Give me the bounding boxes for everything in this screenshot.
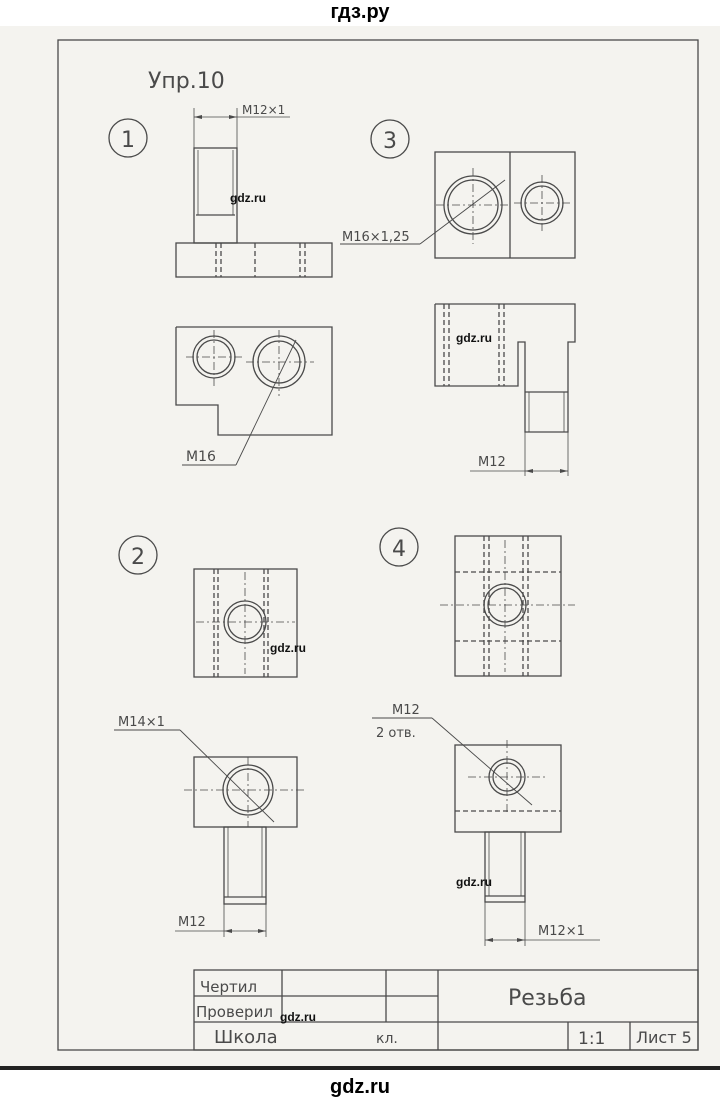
watermark: gdz.ru [456,331,492,345]
label-m12-part3: M12 [478,455,506,470]
part3-top-view [340,152,575,258]
part-number-2 [119,536,157,574]
exercise-title: Упр.10 [148,69,225,94]
technical-drawing [0,26,720,1070]
label-m14x1-part2: M14×1 [118,715,165,730]
svg-text:2: 2 [131,545,145,570]
scale-label: 1:1 [578,1029,606,1049]
label-m12-part2: M12 [178,915,206,930]
svg-text:3: 3 [383,129,397,154]
label-2-holes: 2 отв. [376,726,416,741]
svg-text:4: 4 [392,537,406,562]
label-m16x125-part3: M16×1,25 [342,230,410,245]
part3-front-view [435,304,575,476]
label-m12x1-part1: M12×1 [242,103,286,117]
sheet-number-label: Лист 5 [636,1028,692,1047]
watermark: gdz.ru [280,1010,316,1024]
site-footer: gdz.ru [330,1076,390,1098]
checked-by-label: Проверил [196,1003,273,1021]
drawing-sheet [0,26,720,1070]
part4-top-view [440,536,575,676]
part2-front-view [114,715,305,937]
part-number-4 [380,528,418,566]
drawing-title: Резьба [508,986,587,1011]
title-block [194,970,698,1050]
watermark: gdz.ru [456,875,492,889]
label-m12x1-part4: M12×1 [538,924,585,939]
drawn-by-label: Чертил [200,978,258,996]
part-number-1 [109,119,147,157]
watermark: gdz.ru [270,641,306,655]
part1-front-view [176,103,332,277]
site-header: гдз.ру [330,1,390,23]
part-number-3 [371,120,409,158]
part1-top-view [176,327,332,465]
part4-front-view [372,703,600,946]
part2-top-view [194,569,297,677]
school-label: Школа [214,1027,278,1048]
bottom-scan-edge [0,1066,720,1070]
label-m12-part4: M12 [392,703,420,718]
label-m16-part1: M16 [186,449,216,465]
svg-text:1: 1 [121,128,135,153]
class-label: кл. [376,1031,398,1047]
watermark: gdz.ru [230,191,266,205]
